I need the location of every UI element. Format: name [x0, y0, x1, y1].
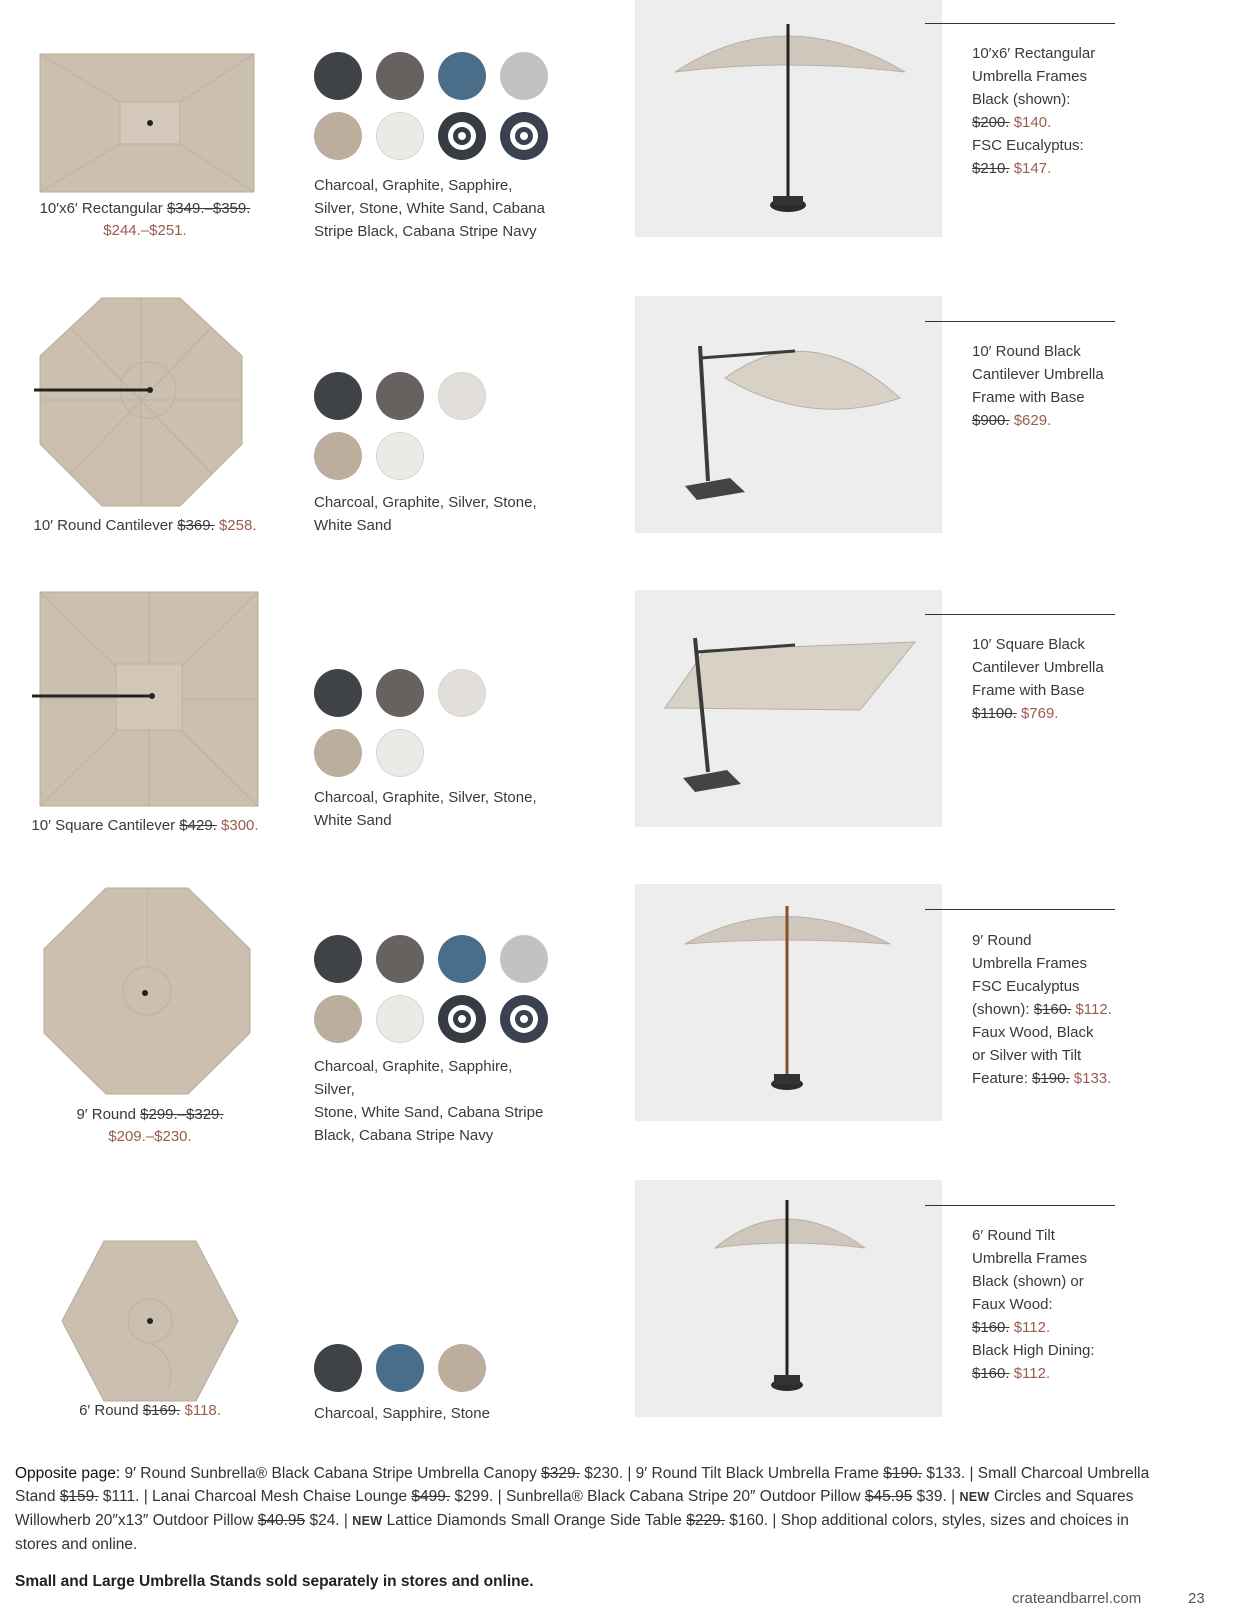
frame-description: 10′ Round Black Cantilever Umbrella Frame with Base $900. $629.: [972, 343, 1104, 429]
swatch-white-sand[interactable]: [376, 995, 424, 1043]
swatch-sapphire[interactable]: [438, 935, 486, 983]
frame-description: 10′ Square Black Cantilever Umbrella Frame with Base $1100. $769.: [972, 636, 1104, 722]
stands-note: Small and Large Umbrella Stands sold separately in stores and online.: [15, 1573, 534, 1590]
divider-rule: [925, 321, 1115, 322]
frame-description: 9′ Round Umbrella Frames FSC Eucalyptus (shown): $160. $112. Faux Wood, Black or Silver with Tilt Feature: $190. $133.: [972, 932, 1112, 1087]
product-caption: 10′ Square Cantilever $429. $300.: [31, 817, 259, 834]
swatch-charcoal[interactable]: [314, 935, 362, 983]
frame-description: 10′x6′ Rectangular Umbrella Frames Black (shown): $200. $140. FSC Eucalyptus: $210. $147.: [972, 45, 1096, 177]
rectangular-frame-photo: [635, 0, 942, 237]
swatch-sapphire[interactable]: [438, 52, 486, 100]
opposite-page-credits: Opposite page: 9′ Round Sunbrella® Black Cabana Stripe Umbrella Canopy $329. $230. | 9′ Round Tilt Black Umbrella Frame $190. $133. | Small Charcoal Umbrella Stand $159. $111. | Lanai Charcoal Mesh Chaise Lounge $499. $299. | Sunbrella® Black Cabana Stripe 20″ Outdoor Pillow $45.95 $39. | NEW Circles and Squares Willowherb 20″x13″ Outdoor Pillow $40.95 $24. | NEW Lattice Diamonds Small Orange Side Table $229. $160. | Shop additional colors, styles, sizes and choices in stores and online.: [15, 1465, 1150, 1553]
swatch-stone[interactable]: [314, 112, 362, 160]
swatch-white-sand[interactable]: [376, 112, 424, 160]
swatch-charcoal[interactable]: [314, 52, 362, 100]
swatch-stone[interactable]: [314, 995, 362, 1043]
round-cantilever-canopy-image: [30, 294, 260, 512]
product-caption: 10′x6′ Rectangular $349.–$359. $244.–$251.: [39, 200, 251, 239]
swatch-charcoal[interactable]: [314, 1344, 362, 1392]
square-cantilever-photo: [635, 590, 942, 827]
new-badge: NEW: [959, 1490, 990, 1504]
color-list: Charcoal, Graphite, Silver, Stone, White Sand: [314, 494, 537, 534]
swatch-cabana-stripe-navy[interactable]: [500, 995, 548, 1043]
swatch-graphite[interactable]: [376, 372, 424, 420]
color-list: Charcoal, Graphite, Sapphire, Silver, Stone, White Sand, Cabana Stripe Black, Cabana Stripe Navy: [314, 177, 545, 240]
divider-rule: [925, 614, 1115, 615]
product-caption: 6′ Round $169. $118.: [79, 1402, 221, 1419]
product-caption: 9′ Round $299.–$329. $209.–$230.: [76, 1106, 224, 1145]
swatch-graphite[interactable]: [376, 669, 424, 717]
round-eucalyptus-frame-photo: [635, 884, 942, 1121]
swatch-cabana-stripe-black[interactable]: [438, 112, 486, 160]
opposite-page-label: Opposite page:: [15, 1465, 121, 1482]
divider-rule: [925, 1205, 1115, 1206]
color-list: Charcoal, Sapphire, Stone: [314, 1405, 490, 1422]
swatch-graphite[interactable]: [376, 52, 424, 100]
new-badge: NEW: [352, 1514, 383, 1528]
swatch-charcoal[interactable]: [314, 372, 362, 420]
swatch-cabana-stripe-black[interactable]: [438, 995, 486, 1043]
six-round-tilt-frame-photo: [635, 1180, 942, 1417]
swatch-silver[interactable]: [500, 52, 548, 100]
swatch-graphite[interactable]: [376, 935, 424, 983]
swatch-silver[interactable]: [438, 372, 486, 420]
swatch-silver[interactable]: [500, 935, 548, 983]
square-cantilever-canopy-image: [30, 590, 262, 808]
divider-rule: [925, 909, 1115, 910]
swatch-stone[interactable]: [314, 729, 362, 777]
swatch-sapphire[interactable]: [376, 1344, 424, 1392]
color-list: Charcoal, Graphite, Silver, Stone, White Sand: [314, 789, 537, 829]
frame-description: 6′ Round Tilt Umbrella Frames Black (shown) or Faux Wood: $160. $112. Black High Dining: $160. $112.: [972, 1227, 1095, 1382]
color-list: Charcoal, Graphite, Sapphire, Silver, Stone, White Sand, Cabana Stripe Black, Cabana Stripe Navy: [314, 1058, 544, 1144]
six-round-canopy-image: [58, 1238, 242, 1404]
swatch-stone[interactable]: [314, 432, 362, 480]
swatch-silver[interactable]: [438, 669, 486, 717]
swatch-charcoal[interactable]: [314, 669, 362, 717]
website-url[interactable]: crateandbarrel.com: [1012, 1590, 1142, 1607]
round-canopy-image: [40, 885, 254, 1097]
round-cantilever-photo: [635, 296, 942, 533]
swatch-white-sand[interactable]: [376, 432, 424, 480]
page-number: 23: [1188, 1590, 1205, 1607]
swatch-white-sand[interactable]: [376, 729, 424, 777]
swatch-stone[interactable]: [438, 1344, 486, 1392]
product-caption: 10′ Round Cantilever $369. $258.: [33, 517, 257, 534]
swatch-cabana-stripe-navy[interactable]: [500, 112, 548, 160]
divider-rule: [925, 23, 1115, 24]
rectangular-canopy-image: [38, 52, 256, 194]
